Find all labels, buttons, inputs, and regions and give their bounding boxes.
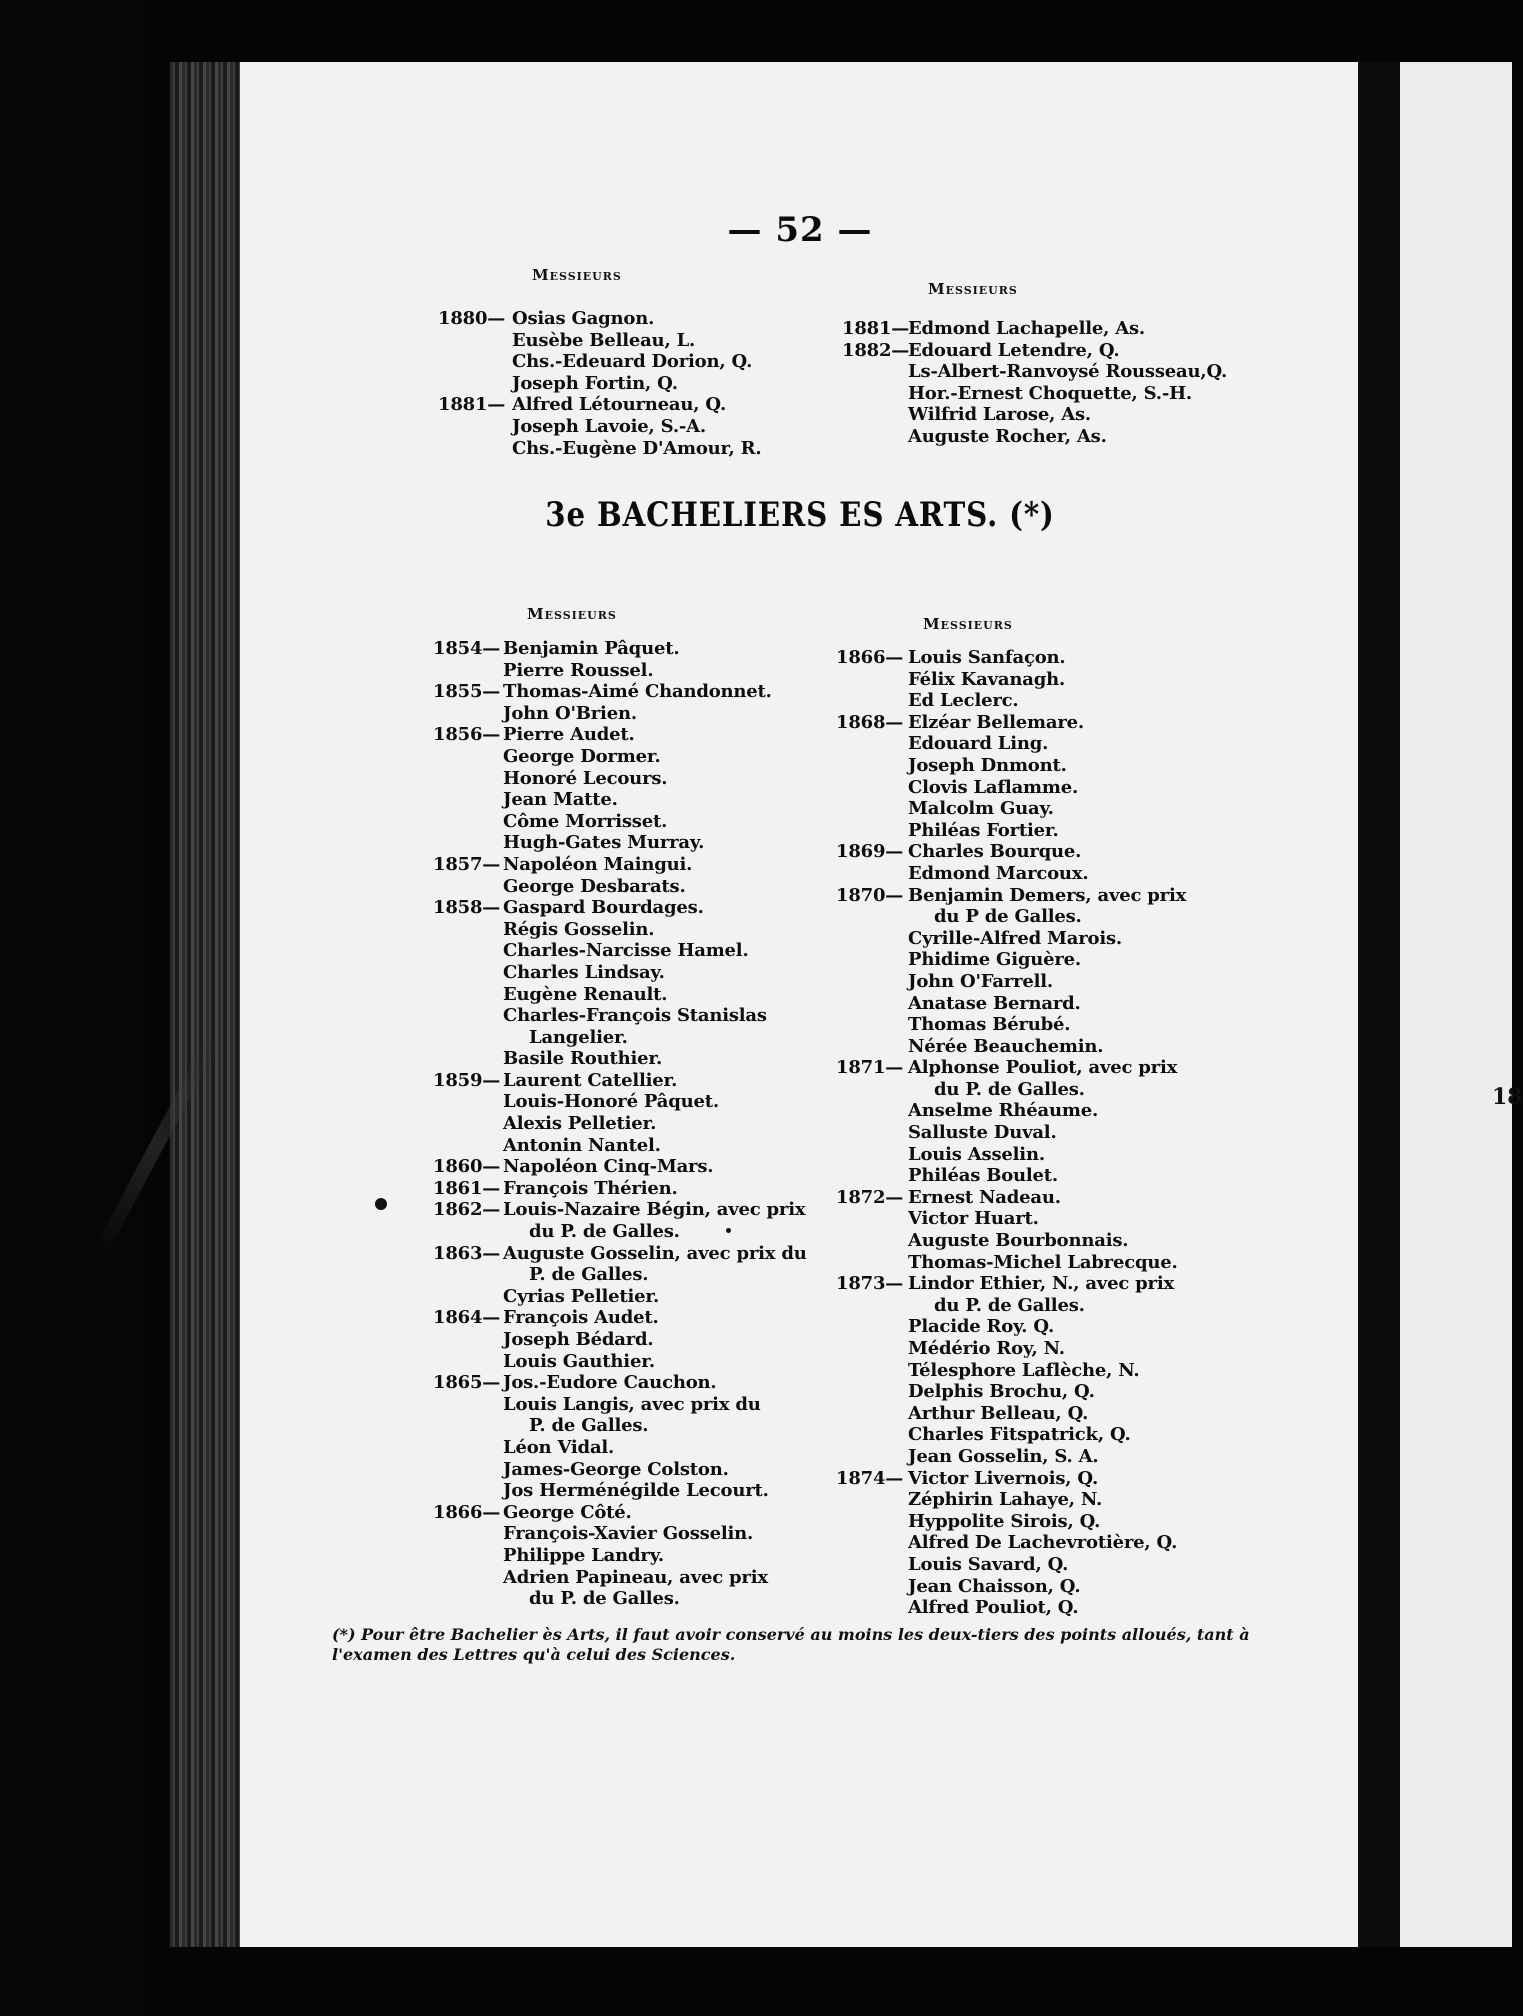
entry-name: Victor Livernois, Q. [908,1467,1099,1489]
list-item [433,1113,863,1135]
list-item [836,1446,1336,1468]
entry-name: Victor Huart. [908,1208,1039,1230]
list-item [433,1480,863,1502]
list-item [433,746,863,768]
entry-name: Charles Bourque. [908,841,1082,863]
entry-name: Edmond Lachapelle, As. [908,318,1145,339]
entry-name: Antonin Nantel. [503,1134,661,1156]
entry-year: 1858— [433,897,501,919]
entry-year: 1881— [842,318,910,339]
entry-year: 1859— [433,1069,501,1091]
entry-name: Jean Chaisson, Q. [908,1575,1081,1597]
entry-name: Philippe Landry. [503,1544,664,1566]
list-item [433,1502,863,1524]
list-item [836,1165,1336,1187]
entry-name: Joseph Dnmont. [908,754,1067,776]
entry-year: 1880— [438,308,506,329]
list-item [433,681,863,703]
entry-name: Clovis Laflamme. [908,776,1079,798]
entry-name: Philéas Fortier. [908,819,1059,841]
entry-name: Alphonse Pouliot, avec prix [908,1057,1178,1079]
entry-name: Napoléon Maingui. [503,853,693,875]
film-border-right [1358,62,1400,1947]
entry-name: Auguste Gosselin, avec prix du [503,1242,807,1264]
entry-year: 1857— [433,853,501,875]
list-item [836,647,1336,669]
list-item [836,1554,1336,1576]
entry-year: 1856— [433,724,501,746]
entry-name: Salluste Duval. [908,1122,1057,1144]
list-item [438,351,818,373]
entry-name: Pierre Roussel. [503,659,654,681]
entry-name: Honoré Lecours. [503,767,668,789]
entry-year: 1869— [836,841,904,863]
adjacent-page-fragment: 18 [1492,1084,1523,1110]
list-item [433,1005,863,1027]
list-item [433,962,863,984]
list-item [836,1100,1336,1122]
section-title: 3e BACHELIERS ES ARTS. (*) [545,495,1055,535]
entry-name: Chs.-Eugène D'Amour, R. [512,437,762,459]
entry-year: 1873— [836,1273,904,1295]
entry-year: 1868— [836,711,904,733]
ink-blot [375,1198,387,1210]
entry-year: 1881— [438,394,506,416]
list-top-left [438,308,818,459]
entry-name: Benjamin Pâquet. [503,638,680,659]
list-item [836,690,1336,712]
entry-name: Edouard Letendre, Q. [908,339,1120,361]
entry-name: Langelier. [529,1026,628,1048]
list-item [836,949,1336,971]
list-item [836,820,1336,842]
entry-name: Nérée Beauchemin. [908,1035,1104,1057]
entry-name: Adrien Papineau, avec prix [503,1566,768,1588]
entry-name: Jos.-Eudore Cauchon. [503,1372,717,1394]
entry-name: Cyrias Pelletier. [503,1285,660,1307]
entry-name: Ls-Albert-Ranvoysé Rousseau,Q. [908,361,1228,383]
list-item [433,660,863,682]
entry-name: Auguste Rocher, As. [908,425,1107,447]
entry-name: Alexis Pelletier. [503,1113,657,1135]
list-item [836,1338,1336,1360]
entry-name: Pierre Audet. [503,724,635,746]
entry-name: Philéas Boulet. [908,1165,1058,1187]
column-header-bottom-right: Messieurs [923,615,1013,633]
list-item [836,971,1336,993]
entry-year: 1882— [842,339,910,361]
list-item [433,854,863,876]
list-item [836,1144,1336,1166]
list-item [433,1027,863,1049]
entry-name: Arthur Belleau, Q. [908,1402,1089,1424]
list-item [842,404,1342,426]
entry-name: Anatase Bernard. [908,992,1081,1014]
list-item [836,1057,1336,1079]
entry-name: Médério Roy, N. [908,1338,1065,1359]
list-item [836,712,1336,734]
adjacent-page-edge [1400,62,1523,1947]
list-bottom-right [836,647,1336,1619]
list-item [433,724,863,746]
entry-name: Malcolm Guay. [908,798,1054,820]
list-item [842,318,1342,340]
list-item [836,733,1336,755]
list-item [836,928,1336,950]
entry-name: Chs.-Edeuard Dorion, Q. [512,351,753,373]
entry-name: Charles-François Stanislas [503,1005,767,1027]
list-item [836,841,1336,863]
entry-name: Alfred Pouliot, Q. [908,1597,1079,1619]
entry-name: Ernest Nadeau. [908,1186,1061,1208]
entry-name: Jean Matte. [503,789,618,811]
list-item [433,876,863,898]
list-item [433,811,863,833]
entry-name: François-Xavier Gosselin. [503,1523,754,1545]
entry-name: du P. de Galles. [529,1221,680,1243]
list-item [433,1135,863,1157]
list-item [433,1588,863,1610]
list-item [836,1230,1336,1252]
list-item [433,1178,863,1200]
list-item [433,1264,863,1286]
entry-name: Joseph Fortin, Q. [512,372,678,394]
list-item [433,897,863,919]
entry-name: Félix Kavanagh. [908,668,1066,690]
entry-year: 1872— [836,1186,904,1208]
film-border-left [0,0,150,2016]
list-item [836,885,1336,907]
entry-name: Auguste Bourbonnais. [908,1230,1129,1252]
entry-name: Thomas-Michel Labrecque. [908,1251,1178,1273]
list-item [433,1437,863,1459]
entry-name: Wilfrid Larose, As. [908,404,1091,426]
list-item [433,768,863,790]
list-item [433,832,863,854]
list-item [836,1122,1336,1144]
list-item [433,1351,863,1373]
entry-name: Osias Gagnon. [512,308,655,329]
entry-name: François Audet. [503,1307,659,1329]
list-item [433,1070,863,1092]
list-item [438,373,818,395]
list-item [438,308,818,330]
entry-name: Thomas Bérubé. [908,1014,1071,1036]
entry-name: Delphis Brochu, Q. [908,1381,1095,1403]
list-item [438,330,818,352]
list-item [433,1156,863,1178]
list-item [433,1091,863,1113]
list-item [836,1576,1336,1598]
entry-year: 1864— [433,1307,501,1329]
entry-year: 1866— [433,1501,501,1523]
list-top-right [842,318,1342,448]
entry-name: Anselme Rhéaume. [908,1100,1099,1122]
entry-name: François Thérien. [503,1177,678,1199]
entry-name: Louis Gauthier. [503,1350,655,1372]
entry-name: du P. de Galles. [529,1588,680,1610]
entry-name: Cyrille-Alfred Marois. [908,927,1122,949]
list-item [836,993,1336,1015]
entry-name: Laurent Catellier. [503,1069,678,1091]
entry-year: 1861— [433,1177,501,1199]
entry-name: Régis Gosselin. [503,918,655,940]
list-item [438,394,818,416]
entry-name: Louis-Honoré Pâquet. [503,1091,719,1113]
entry-year: 1863— [433,1242,501,1264]
list-item [433,1048,863,1070]
list-item [433,1415,863,1437]
entry-name: Hyppolite Sirois, Q. [908,1510,1101,1532]
list-item [836,1381,1336,1403]
entry-name: Alfred De Lachevrotière, Q. [908,1532,1178,1554]
entry-year: 1866— [836,647,904,668]
list-item [433,638,863,660]
entry-name: Edmond Marcoux. [908,862,1089,884]
column-header-top-left: Messieurs [532,266,622,284]
column-header-bottom-left: Messieurs [527,605,617,623]
list-item [433,1523,863,1545]
entry-name: Hugh-Gates Murray. [503,832,705,854]
list-item [836,1316,1336,1338]
ink-speck [726,1228,731,1233]
list-item [433,1394,863,1416]
list-item [836,1424,1336,1446]
entry-name: James-George Colston. [503,1458,729,1480]
list-item [836,1489,1336,1511]
entry-year: 1860— [433,1156,501,1178]
entry-name: Hor.-Ernest Choquette, S.-H. [908,382,1192,404]
entry-name: Basile Routhier. [503,1048,663,1070]
list-item [433,1329,863,1351]
list-item [842,340,1342,362]
entry-name: du P. de Galles. [934,1078,1085,1100]
entry-name: Benjamin Demers, avec prix [908,884,1187,906]
entry-name: Louis Savard, Q. [908,1553,1069,1575]
entry-name: Côme Morrisset. [503,810,668,832]
list-item [836,1403,1336,1425]
list-item [433,1286,863,1308]
list-item [836,777,1336,799]
list-item [836,1597,1336,1619]
list-item [433,1199,863,1221]
entry-name: John O'Farrell. [908,970,1053,992]
list-item [433,1221,863,1243]
entry-name: Charles Fitspatrick, Q. [908,1424,1131,1446]
list-item [433,1372,863,1394]
entry-name: Louis Asselin. [908,1143,1045,1165]
entry-name: Léon Vidal. [503,1436,615,1458]
column-header-top-right: Messieurs [928,280,1018,298]
entry-name: Louis Langis, avec prix du [503,1393,761,1415]
list-item [836,1273,1336,1295]
entry-name: Eusèbe Belleau, L. [512,329,696,351]
list-item [836,906,1336,928]
entry-name: Charles-Narcisse Hamel. [503,940,749,962]
entry-name: Jos Herménégilde Lecourt. [503,1480,769,1502]
list-item [836,1511,1336,1533]
entry-name: Ed Leclerc. [908,690,1019,712]
entry-name: Zéphirin Lahaye, N. [908,1489,1103,1511]
list-item [836,1360,1336,1382]
entry-name: George Côté. [503,1501,632,1523]
list-item [836,863,1336,885]
list-item [836,1532,1336,1554]
entry-name: Jean Gosselin, S. A. [908,1445,1099,1467]
list-item [433,1243,863,1265]
entry-name: P. de Galles. [529,1264,649,1286]
entry-name: Joseph Lavoie, S.-A. [512,415,706,437]
list-item [836,669,1336,691]
list-item [438,438,818,460]
entry-name: Phidime Giguère. [908,949,1081,971]
entry-name: Louis Sanfaçon. [908,647,1066,668]
entry-name: Gaspard Bourdages. [503,897,704,919]
list-item [433,789,863,811]
list-item [433,1459,863,1481]
entry-year: 1871— [836,1057,904,1079]
list-item [433,1307,863,1329]
entry-name: P. de Galles. [529,1415,649,1437]
list-item [433,940,863,962]
list-item [836,798,1336,820]
list-item [433,919,863,941]
list-item [836,1208,1336,1230]
entry-name: Joseph Bédard. [503,1329,654,1350]
entry-name: Charles Lindsay. [503,961,665,983]
entry-name: Edouard Ling. [908,733,1049,755]
list-item [842,426,1342,448]
entry-name: Placide Roy. Q. [908,1316,1055,1338]
entry-name: du P de Galles. [934,906,1082,928]
entry-year: 1862— [433,1199,501,1221]
entry-name: Télesphore Laflèche, N. [908,1359,1140,1381]
list-bottom-left [433,638,863,1610]
list-item [433,1545,863,1567]
entry-year: 1855— [433,681,501,703]
entry-name: Eugène Renault. [503,983,668,1005]
list-item [836,1252,1336,1274]
list-item [438,416,818,438]
entry-year: 1854— [433,638,501,659]
entry-year: 1870— [836,884,904,906]
document-page [240,62,1360,1947]
list-item [836,1468,1336,1490]
entry-name: Alfred Létourneau, Q. [512,394,727,416]
list-item [433,984,863,1006]
list-item [836,1036,1336,1058]
entry-name: George Desbarats. [503,875,686,897]
entry-name: Lindor Ethier, N., avec prix [908,1273,1174,1295]
list-item [836,1295,1336,1317]
list-item [836,755,1336,777]
page-number: — 52 — [727,210,873,250]
book-spine [170,62,242,1947]
list-item [433,703,863,725]
entry-name: du P. de Galles. [934,1294,1085,1316]
list-item [836,1187,1336,1209]
list-item [433,1567,863,1589]
list-item [836,1079,1336,1101]
list-item [836,1014,1336,1036]
entry-name: Thomas-Aimé Chandonnet. [503,681,772,703]
entry-name: John O'Brien. [503,702,637,724]
entry-name: Elzéar Bellemare. [908,711,1084,733]
entry-year: 1865— [433,1372,501,1394]
entry-name: Louis-Nazaire Bégin, avec prix [503,1199,806,1221]
footnote: (*) Pour être Bachelier ès Arts, il faut avoir conservé au moins les deux-tiers des points alloués, tant à l'examen des Lettres qu'à celui des Sciences. [332,1625,1250,1664]
list-item [842,383,1342,405]
entry-name: Napoléon Cinq-Mars. [503,1156,714,1178]
entry-year: 1874— [836,1467,904,1489]
list-item [842,361,1342,383]
entry-name: George Dormer. [503,745,661,767]
